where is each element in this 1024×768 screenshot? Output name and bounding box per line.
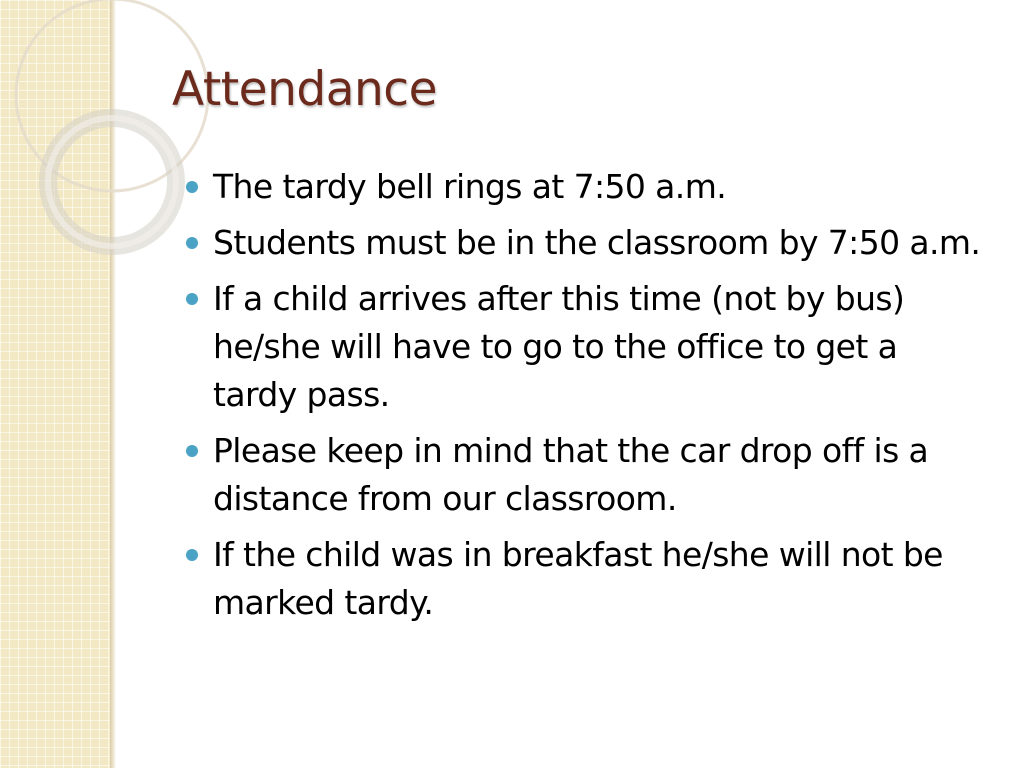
bullet-text: If a child arrives after this time (not by bus) he/she will have to go to the office to get a tardy pass. (213, 279, 905, 414)
slide-title: Attendance (172, 62, 438, 117)
bullet-text: Students must be in the classroom by 7:50 a.m. (213, 223, 981, 262)
bullet-dot-icon (186, 181, 198, 193)
bullet-item-3 (186, 275, 986, 419)
bullet-item-5 (186, 531, 986, 627)
bullet-dot-icon (186, 237, 198, 249)
bullet-item-2 (186, 219, 986, 267)
bullet-dot-icon (186, 549, 198, 561)
bullet-text: Please keep in mind that the car drop off is a distance from our classroom. (213, 431, 929, 518)
decorative-ring-lower-highlight (48, 118, 176, 246)
bullet-dot-icon (186, 445, 198, 457)
bullet-item-1 (186, 163, 986, 211)
bullet-text: The tardy bell rings at 7:50 a.m. (213, 167, 727, 206)
bullet-item-4 (186, 427, 986, 523)
bullet-dot-icon (186, 293, 198, 305)
bullet-list (186, 163, 986, 635)
bullet-text: If the child was in breakfast he/she will not be marked tardy. (213, 535, 943, 622)
